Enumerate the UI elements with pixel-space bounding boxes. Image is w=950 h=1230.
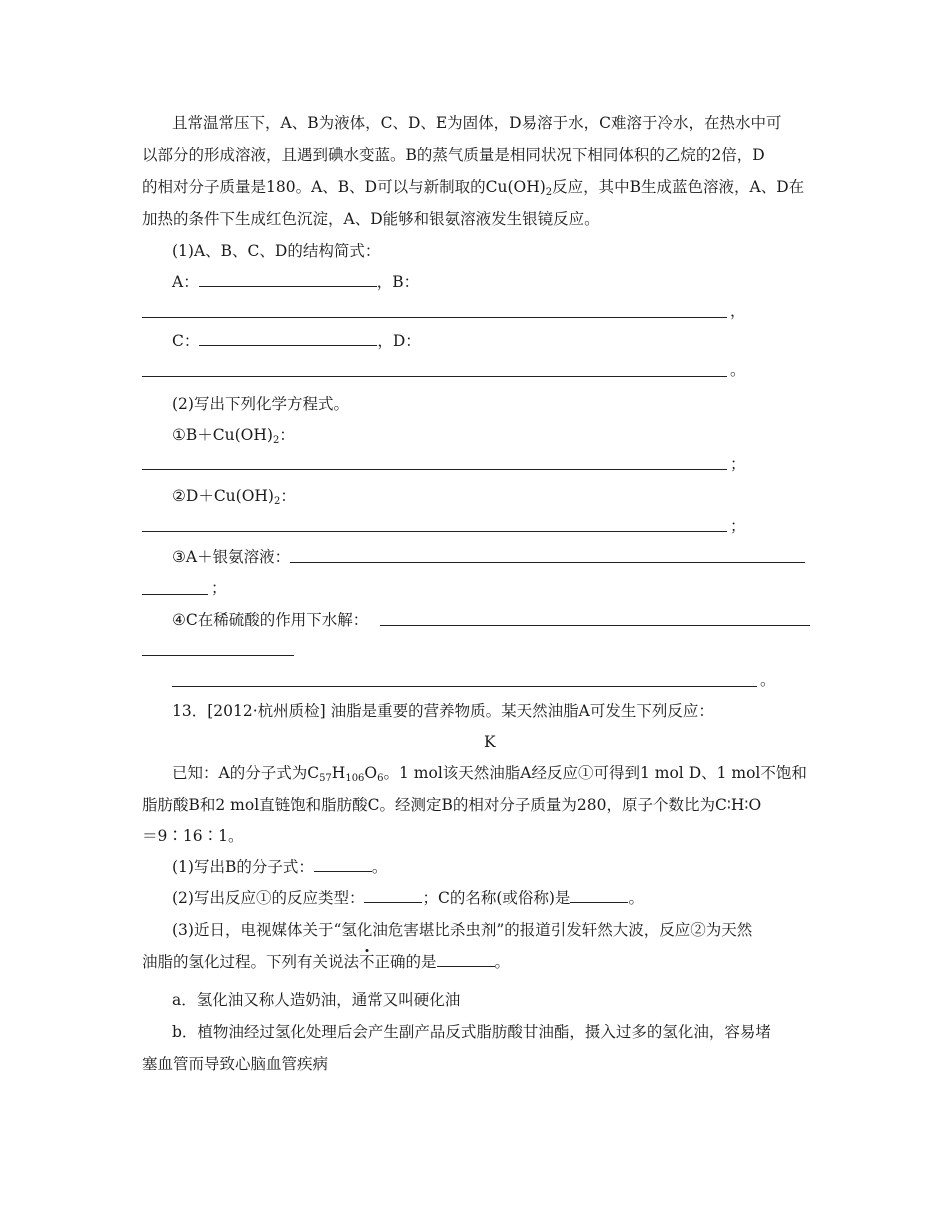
q13-sub3-line1: (3)近日，电视媒体关于“氢化油危害堪比杀虫剂”的报道引发轩然大波，反应②为天然 [172,921,753,939]
q2-eq3-semicolon: ； [211,579,227,597]
q13-known-line2: 脂肪酸B和2 mol直链饱和脂肪酸C。经测定B的相对分子质量为280，原子个数比为C∶H∶O [142,796,762,814]
q13-option-b-line1: b．植物油经过氢化处理后会产生副产品反式脂肪酸甘油酯，摄入过多的氢化油，容易堵 [172,1023,771,1041]
q13-sub2-blank-1 [364,888,422,903]
q2-title: (2)写出下列化学方程式。 [172,395,349,413]
q1-d-answer-line [142,376,727,377]
para1-line1: 且常温常压下，A、B为液体，C、D、E为固体，D易溶于水，C难溶于冷水，在热水中可 [172,114,782,132]
q13-option-b-line2: 塞血管而导致心脑血管疾病 [142,1055,329,1073]
q13-sub2-blank-2 [570,888,628,903]
q1-d-label: ，D： [377,332,421,350]
q2-eq4-answer-line-2 [142,655,294,656]
q1-ab-line [172,272,419,292]
q1-c-label: C： [172,332,200,350]
q13-sub2: (2)写出反应①的反应类型： ；C的名称(或俗称)是 。 [172,889,644,907]
q13-known-line1: 已知：A的分子式为$C_{57}H_{106}O_6$。1 mol该天然油脂A经反应①可得到1 mol D、1 mol不饱和 [172,764,807,784]
q13-header: 13．[2012·杭州质检] 油脂是重要的营养物质。某天然油脂A可发生下列反应： [172,702,714,720]
q2-eq3-answer-line-2 [142,594,208,595]
q2-eq1-answer-line [142,469,727,470]
emphasis-dot-char: 不 [359,953,375,971]
q13-sub1: (1)写出B的分子式： 。 [172,858,388,876]
q2-eq4-label: ④C在稀硫酸的作用下水解： [172,611,369,629]
q2-eq4-answer-line-1 [380,625,810,626]
q13-sub3-blank [437,952,495,967]
q13-sub1-blank [314,857,372,872]
q2-eq3-label: ③A＋银氨溶液： [172,548,291,566]
q1-b-answer-line [142,317,727,318]
q1-c-blank [199,331,377,346]
para1-line2: 以部分的形成溶液，且遇到碘水变蓝。B的蒸气质量是相同状况下相同体积的乙烷的2倍，D [142,146,765,164]
q2-eq4-answer-line-3 [172,686,757,687]
q13-known-line3: ＝9∶16∶1。 [142,827,244,845]
q1-a-label: A： [172,273,199,291]
q2-eq1-label: $①B+Cu(OH)_2$： [172,426,295,446]
q2-eq2-semicolon: ； [730,517,746,535]
q1-b-comma: ， [730,302,746,320]
para1-line4: 加热的条件下生成红色沉淀，A、D能够和银氨溶液发生银镜反应。 [142,210,600,228]
q1-d-period: 。 [730,361,746,379]
q2-eq1-semicolon: ； [730,455,746,473]
q2-eq4-period: 。 [760,671,776,689]
q1-title: (1)A、B、C、D的结构简式： [172,242,381,260]
q13-figure-placeholder: K [484,733,496,751]
q1-a-blank [199,272,377,287]
para1-line3: 的相对分子质量是180。A、B、D可以与新制取的$Cu(OH)_2$反应，其中B生成蓝色溶液，A、D在 [142,178,805,198]
q2-eq3-answer-line-1 [290,562,805,563]
q1-cd-line [172,331,421,351]
q13-option-a: a．氢化油又称人造奶油，通常又叫硬化油 [172,991,461,1009]
q13-sub3-line2: 油脂的氢化过程。下列有关说法不正确的是 。 [142,953,511,971]
q2-eq2-answer-line [142,531,727,532]
q1-b-label: ，B： [376,273,420,291]
q2-eq2-label: $②D+Cu(OH)_2$： [172,487,296,507]
